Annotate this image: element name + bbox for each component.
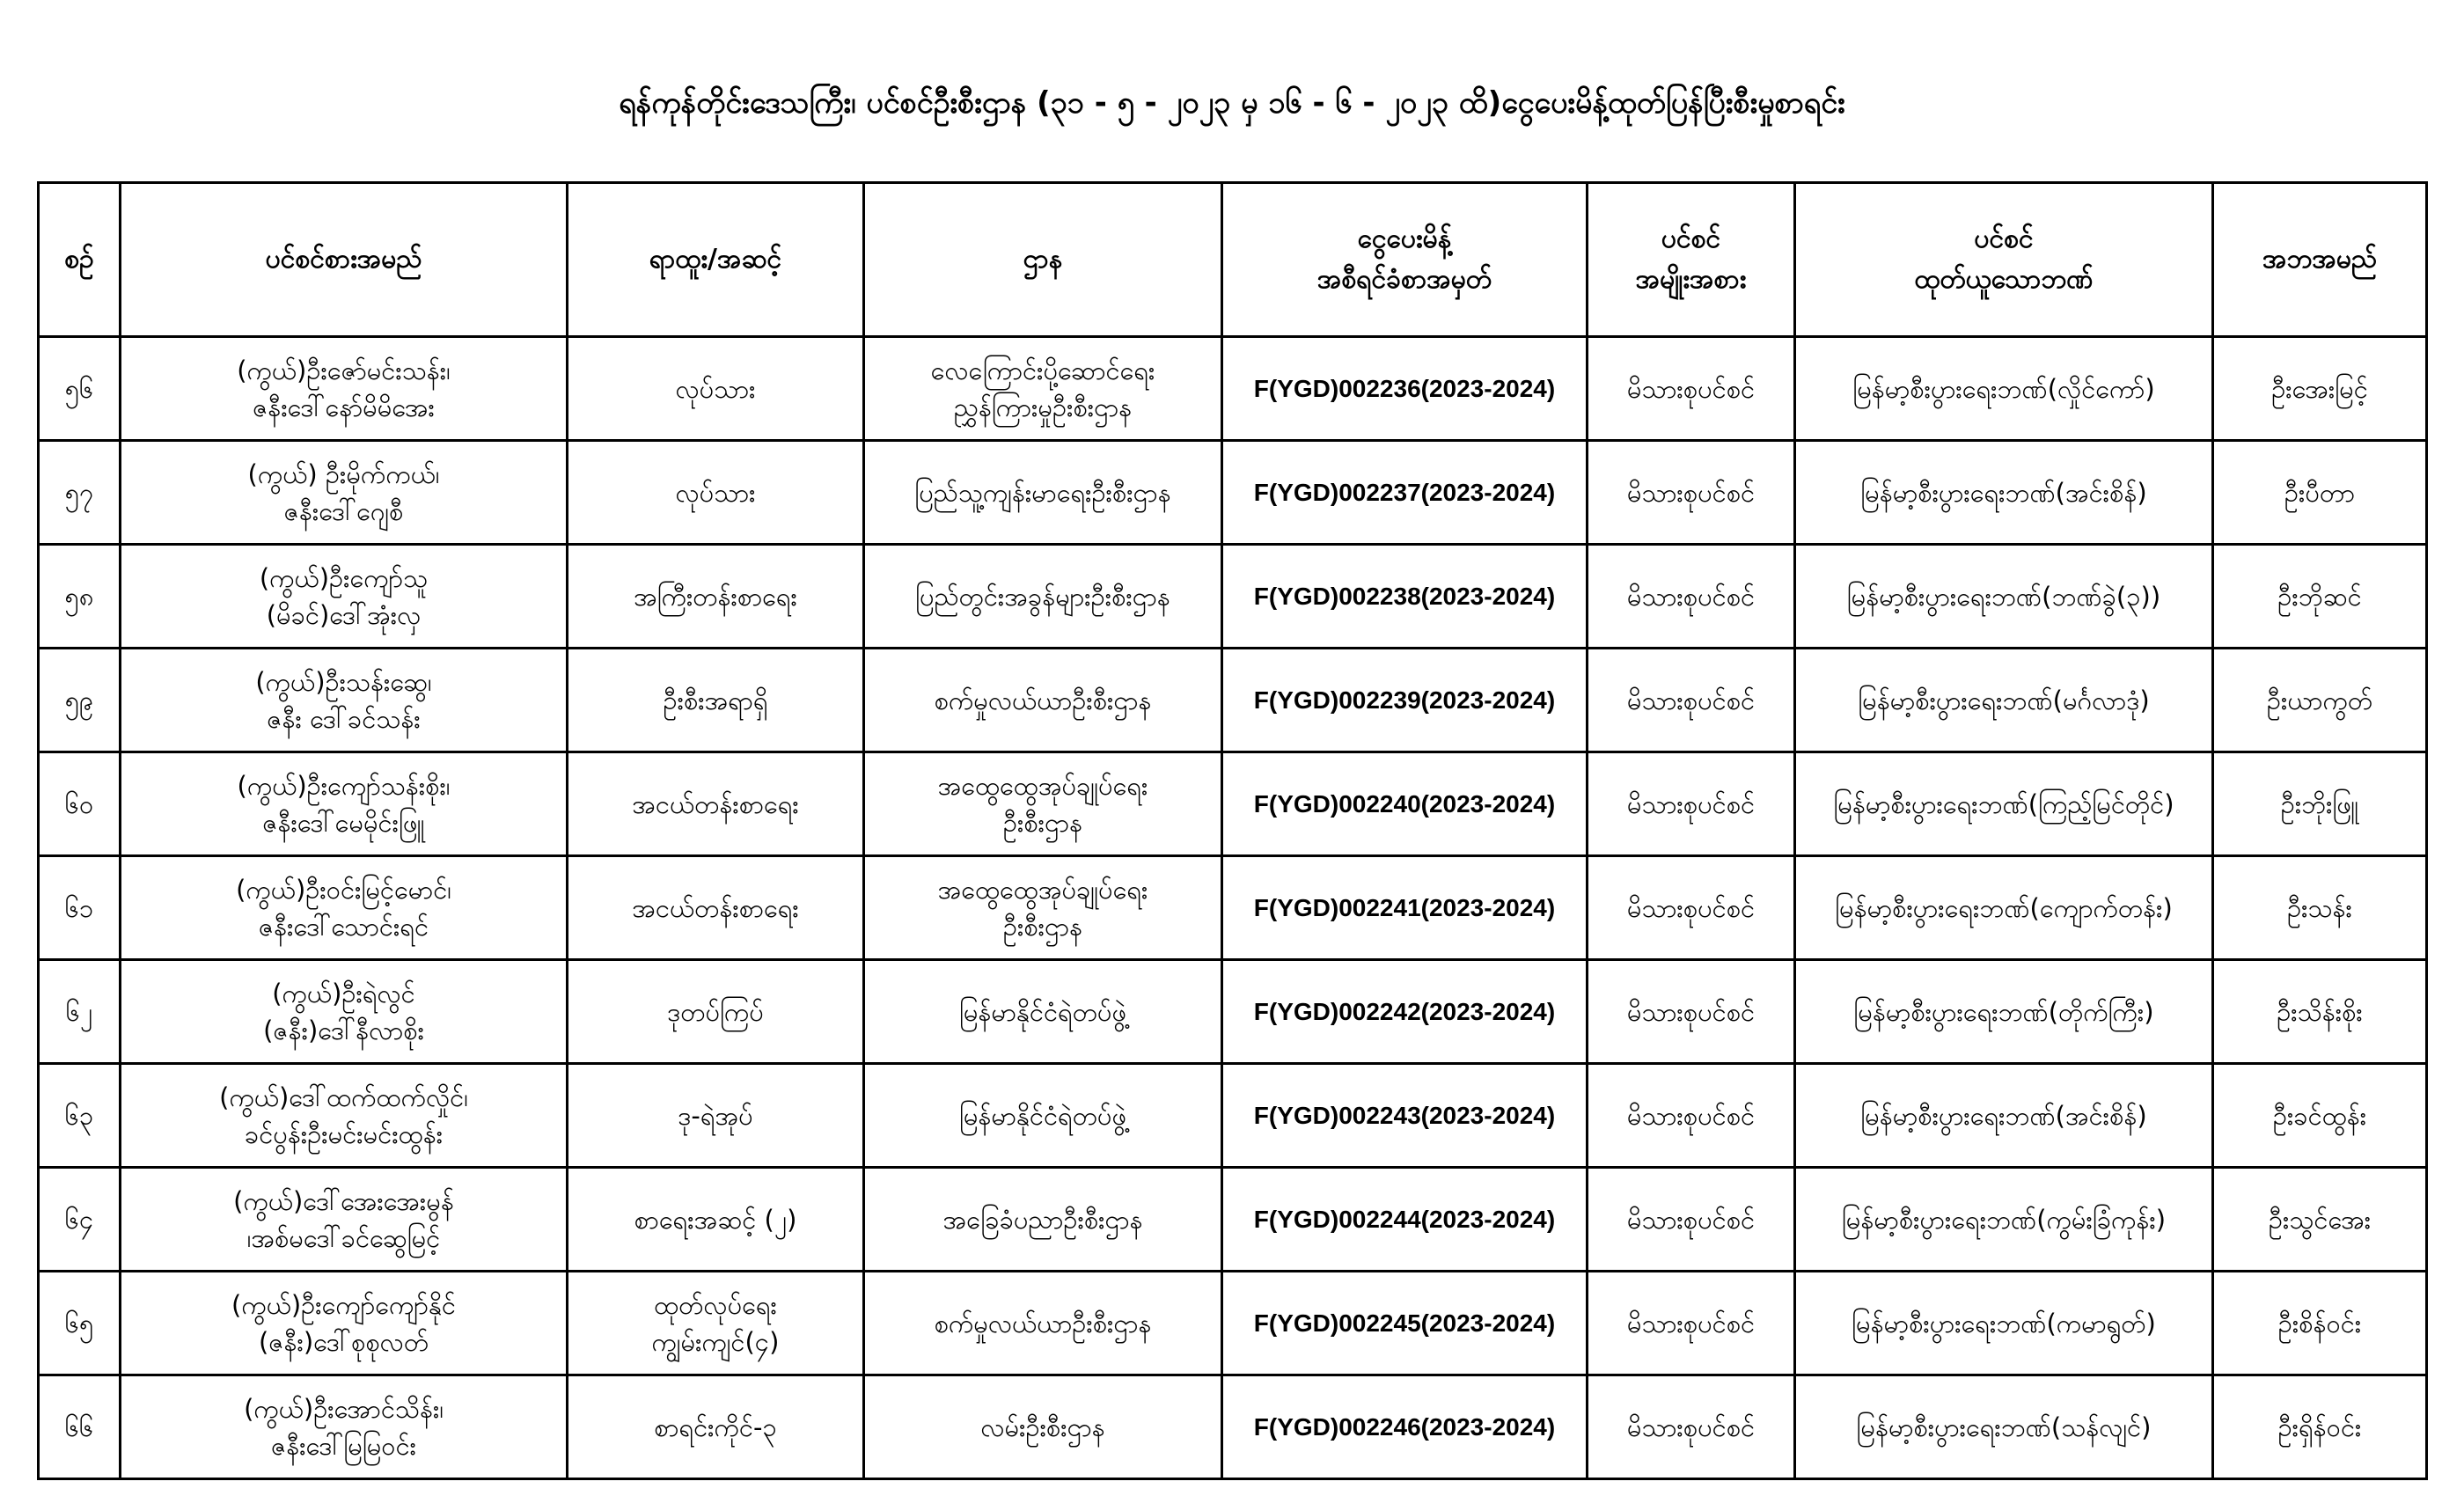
cell-report-number: F(YGD)002245(2023-2024): [1222, 1272, 1588, 1375]
cell-father-name: ဦးစိန်ဝင်း: [2213, 1272, 2427, 1375]
header-rank: ရာထူး/အဆင့်: [568, 183, 864, 337]
cell-serial: ၅၉: [39, 649, 121, 752]
cell-serial: ၆၄: [39, 1168, 121, 1272]
cell-bank: မြန်မာ့စီးပွားရေးဘဏ်(ကြည့်မြင်တိုင်): [1795, 752, 2213, 856]
cell-serial: ၅၈: [39, 545, 121, 649]
table-row: [39, 960, 2427, 1064]
cell-rank: စာရင်းကိုင်-၃: [568, 1375, 864, 1479]
cell-bank: မြန်မာ့စီးပွားရေးဘဏ်(သန်လျင်): [1795, 1375, 2213, 1479]
pension-table: [37, 181, 2428, 1480]
cell-serial: ၅၆: [39, 337, 121, 441]
cell-father-name: ဦးအေးမြင့်: [2213, 337, 2427, 441]
cell-department: အခြေခံပညာဦးစီးဌာန: [864, 1168, 1222, 1272]
cell-pension-type: မိသားစုပင်စင်: [1588, 441, 1795, 545]
cell-department: အထွေထွေအုပ်ချုပ်ရေး ဦးစီးဌာန: [864, 856, 1222, 960]
cell-rank: လုပ်သား: [568, 337, 864, 441]
cell-department: ပြည်တွင်းအခွန်များဦးစီးဌာန: [864, 545, 1222, 649]
cell-pension-type: မိသားစုပင်စင်: [1588, 960, 1795, 1064]
cell-report-number: F(YGD)002244(2023-2024): [1222, 1168, 1588, 1272]
cell-pension-type: မိသားစုပင်စင်: [1588, 545, 1795, 649]
cell-serial: ၆၂: [39, 960, 121, 1064]
cell-department: ပြည်သူ့ကျန်းမာရေးဦးစီးဌာန: [864, 441, 1222, 545]
page-title: ရန်ကုန်တိုင်းဒေသကြီး၊ ပင်စင်ဦးစီးဌာန (၃၁ - ၅ - ၂၀၂၃ မှ ၁၆ - ၆ - ၂၀၂၃ ထိ)ငွေပေးမိန့်ထုတ်ပြန်ပြီးစီးမှုစာရင်း: [619, 85, 1845, 121]
cell-father-name: ဦးရှိန်ဝင်း: [2213, 1375, 2427, 1479]
cell-pension-type: မိသားစုပင်စင်: [1588, 856, 1795, 960]
cell-rank: လုပ်သား: [568, 441, 864, 545]
header-pensioner-name: ပင်စင်စားအမည်: [121, 183, 568, 337]
cell-pension-type: မိသားစုပင်စင်: [1588, 649, 1795, 752]
cell-rank: ထုတ်လုပ်ရေး ကျွမ်းကျင်(၄): [568, 1272, 864, 1375]
cell-father-name: ဦးသိန်းစိုး: [2213, 960, 2427, 1064]
header-department: ဌာန: [864, 183, 1222, 337]
cell-pension-type: မိသားစုပင်စင်: [1588, 1272, 1795, 1375]
table-row: [39, 545, 2427, 649]
cell-report-number: F(YGD)002238(2023-2024): [1222, 545, 1588, 649]
cell-father-name: ဦးခင်ထွန်း: [2213, 1064, 2427, 1168]
cell-pensioner-name: (ကွယ်)ဦးသန်းဆွေ၊ ဇနီး ဒေါ်ခင်သန်း: [121, 649, 568, 752]
cell-serial: ၆၅: [39, 1272, 121, 1375]
cell-pension-type: မိသားစုပင်စင်: [1588, 1064, 1795, 1168]
table-row: [39, 1375, 2427, 1479]
table-row: [39, 752, 2427, 856]
cell-rank: အငယ်တန်းစာရေး: [568, 856, 864, 960]
cell-pension-type: မိသားစုပင်စင်: [1588, 1168, 1795, 1272]
cell-pension-type: မိသားစုပင်စင်: [1588, 337, 1795, 441]
cell-report-number: F(YGD)002246(2023-2024): [1222, 1375, 1588, 1479]
cell-father-name: ဦးပီတာ: [2213, 441, 2427, 545]
cell-father-name: ဦးသွင်အေး: [2213, 1168, 2427, 1272]
cell-rank: ဒု-ရဲအုပ်: [568, 1064, 864, 1168]
cell-pensioner-name: (ကွယ်)ဦးဇော်မင်းသန်း၊ ဇနီးဒေါ်နော်မိမိအေး: [121, 337, 568, 441]
cell-bank: မြန်မာ့စီးပွားရေးဘဏ်(မင်္ဂလာဒုံ): [1795, 649, 2213, 752]
table-row: [39, 1064, 2427, 1168]
cell-rank: အငယ်တန်းစာရေး: [568, 752, 864, 856]
cell-pensioner-name: (ကွယ်)ဦးရဲလွင် (ဇနီး)ဒေါ်နီလာစိုး: [121, 960, 568, 1064]
cell-report-number: F(YGD)002236(2023-2024): [1222, 337, 1588, 441]
cell-serial: ၆၀: [39, 752, 121, 856]
table-row: [39, 1272, 2427, 1375]
cell-report-number: F(YGD)002241(2023-2024): [1222, 856, 1588, 960]
cell-report-number: F(YGD)002242(2023-2024): [1222, 960, 1588, 1064]
cell-bank: မြန်မာ့စီးပွားရေးဘဏ်(ဘဏ်ခွဲ(၃)): [1795, 545, 2213, 649]
header-father-name: အဘအမည်: [2213, 183, 2427, 337]
header-serial: စဉ်: [39, 183, 121, 337]
cell-department: မြန်မာနိုင်ငံရဲတပ်ဖွဲ့: [864, 960, 1222, 1064]
cell-rank: ဒုတပ်ကြပ်: [568, 960, 864, 1064]
cell-father-name: ဦးယာကွတ်: [2213, 649, 2427, 752]
cell-bank: မြန်မာ့စီးပွားရေးဘဏ်(ကွမ်းခြံကုန်း): [1795, 1168, 2213, 1272]
cell-department: စက်မှုလယ်ယာဦးစီးဌာန: [864, 1272, 1222, 1375]
cell-rank: စာရေးအဆင့် (၂): [568, 1168, 864, 1272]
cell-department: စက်မှုလယ်ယာဦးစီးဌာန: [864, 649, 1222, 752]
cell-department: လမ်းဦးစီးဌာန: [864, 1375, 1222, 1479]
table-row: [39, 441, 2427, 545]
cell-pensioner-name: (ကွယ်)ဦးဝင်းမြင့်မောင်၊ ဇနီးဒေါ်သောင်းရင်: [121, 856, 568, 960]
header-bank: ပင်စင် ထုတ်ယူသောဘဏ်: [1795, 183, 2213, 337]
cell-rank: အကြီးတန်းစာရေး: [568, 545, 864, 649]
cell-serial: ၅၇: [39, 441, 121, 545]
cell-report-number: F(YGD)002243(2023-2024): [1222, 1064, 1588, 1168]
cell-report-number: F(YGD)002240(2023-2024): [1222, 752, 1588, 856]
cell-bank: မြန်မာ့စီးပွားရေးဘဏ်(အင်းစိန်): [1795, 1064, 2213, 1168]
cell-pensioner-name: (ကွယ်)ဦးကျော်ကျော်နိုင် (ဇနီး)ဒေါ်စုစုလတ်: [121, 1272, 568, 1375]
cell-pension-type: မိသားစုပင်စင်: [1588, 1375, 1795, 1479]
cell-department: မြန်မာနိုင်ငံရဲတပ်ဖွဲ့: [864, 1064, 1222, 1168]
cell-bank: မြန်မာ့စီးပွားရေးဘဏ်(တိုက်ကြီး): [1795, 960, 2213, 1064]
cell-report-number: F(YGD)002239(2023-2024): [1222, 649, 1588, 752]
cell-bank: မြန်မာ့စီးပွားရေးဘဏ်(ကမာရွတ်): [1795, 1272, 2213, 1375]
cell-pensioner-name: (ကွယ်)ဦးကျော်သူ (မိခင်)ဒေါ်အုံးလှ: [121, 545, 568, 649]
cell-pensioner-name: (ကွယ်)ဒေါ်အေးအေးမွန် ၊အစ်မဒေါ်ခင်ဆွေမြင့်: [121, 1168, 568, 1272]
cell-father-name: ဦးဘိုဆင်: [2213, 545, 2427, 649]
table-header-row: [39, 183, 2427, 337]
cell-report-number: F(YGD)002237(2023-2024): [1222, 441, 1588, 545]
cell-pensioner-name: (ကွယ်)ဦးအောင်သိန်း၊ ဇနီးဒေါ်မြမြဝင်း: [121, 1375, 568, 1479]
cell-serial: ၆၆: [39, 1375, 121, 1479]
cell-father-name: ဦးဘိုးဖြူ: [2213, 752, 2427, 856]
cell-bank: မြန်မာ့စီးပွားရေးဘဏ်(အင်းစိန်): [1795, 441, 2213, 545]
cell-pensioner-name: (ကွယ်)ဦးကျော်သန်းစိုး၊ ဇနီးဒေါ်မေမိုင်းဖြူ: [121, 752, 568, 856]
cell-father-name: ဦးသန်း: [2213, 856, 2427, 960]
cell-pensioner-name: (ကွယ်)ဒေါ်ထက်ထက်လှိုင်၊ ခင်ပွန်းဦးမင်းမင်းထွန်း: [121, 1064, 568, 1168]
table-row: [39, 337, 2427, 441]
cell-bank: မြန်မာ့စီးပွားရေးဘဏ်(လှိုင်ကော်): [1795, 337, 2213, 441]
cell-bank: မြန်မာ့စီးပွားရေးဘဏ်(ကျောက်တန်း): [1795, 856, 2213, 960]
cell-department: အထွေထွေအုပ်ချုပ်ရေး ဦးစီးဌာန: [864, 752, 1222, 856]
table-row: [39, 856, 2427, 960]
cell-department: လေကြောင်းပို့ဆောင်ရေး ညွှန်ကြားမှုဦးစီးဌာန: [864, 337, 1222, 441]
header-pension-type: ပင်စင် အမျိုးအစား: [1588, 183, 1795, 337]
cell-pension-type: မိသားစုပင်စင်: [1588, 752, 1795, 856]
cell-serial: ၆၃: [39, 1064, 121, 1168]
table-row: [39, 1168, 2427, 1272]
header-report-number: ငွေပေးမိန့် အစီရင်ခံစာအမှတ်: [1222, 183, 1588, 337]
cell-rank: ဦးစီးအရာရှိ: [568, 649, 864, 752]
cell-pensioner-name: (ကွယ်) ဦးမိုက်ကယ်၊ ဇနီးဒေါ်ဂျေစီ: [121, 441, 568, 545]
cell-serial: ၆၁: [39, 856, 121, 960]
table-row: [39, 649, 2427, 752]
